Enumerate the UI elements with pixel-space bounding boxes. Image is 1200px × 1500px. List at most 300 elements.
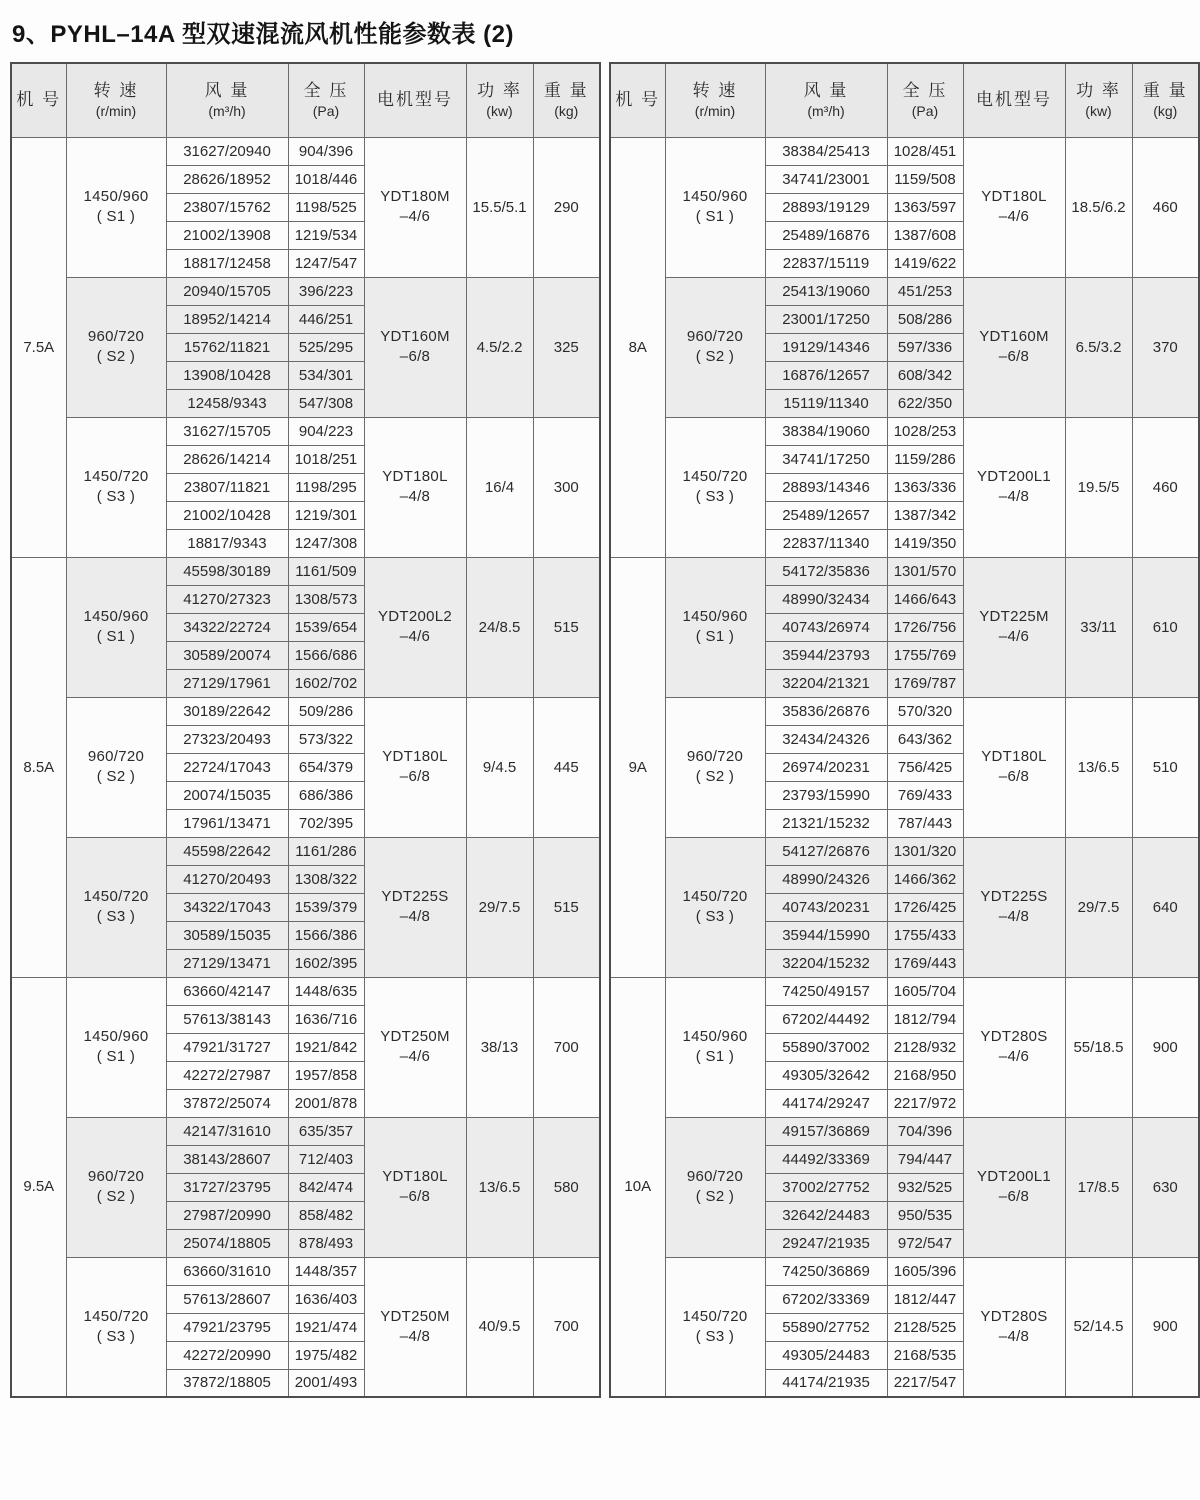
speed-cell-line: ( S2 ) xyxy=(695,1188,735,1205)
motor-cell-line: YDT200L1 xyxy=(976,1168,1052,1186)
pressure-cell: 794/447 xyxy=(887,1145,963,1173)
speed-cell xyxy=(66,1257,166,1397)
pressure-cell: 950/535 xyxy=(887,1201,963,1229)
speed-cell xyxy=(66,837,166,977)
pressure-cell: 769/433 xyxy=(887,781,963,809)
table-row xyxy=(11,417,600,445)
flow-cell: 25489/16876 xyxy=(765,221,887,249)
flow-cell: 32642/24483 xyxy=(765,1201,887,1229)
pressure-cell: 2217/972 xyxy=(887,1089,963,1117)
pressure-cell: 508/286 xyxy=(887,305,963,333)
pressure-cell: 1198/525 xyxy=(288,193,364,221)
flow-cell: 27987/20990 xyxy=(166,1201,288,1229)
power-cell: 38/13 xyxy=(466,977,533,1117)
pressure-cell: 1539/654 xyxy=(288,613,364,641)
speed-cell-line: ( S1 ) xyxy=(695,208,735,225)
column-header xyxy=(765,63,887,137)
machine-cell: 8A xyxy=(610,137,665,557)
motor-cell-line: YDT180L xyxy=(981,188,1047,206)
pressure-cell: 1219/534 xyxy=(288,221,364,249)
weight-cell: 370 xyxy=(1132,277,1199,417)
pressure-cell: 1301/320 xyxy=(887,837,963,865)
pressure-cell: 1018/446 xyxy=(288,165,364,193)
flow-cell: 57613/38143 xyxy=(166,1005,288,1033)
speed-cell xyxy=(66,137,166,277)
power-cell: 19.5/5 xyxy=(1065,417,1132,557)
motor-cell-line: –4/8 xyxy=(998,908,1030,925)
weight-cell: 700 xyxy=(533,1257,600,1397)
pressure-cell: 534/301 xyxy=(288,361,364,389)
motor-cell xyxy=(963,137,1065,277)
speed-cell-line: 1450/720 xyxy=(682,888,748,906)
weight-cell: 700 xyxy=(533,977,600,1117)
motor-cell-line: –6/8 xyxy=(399,1188,431,1205)
speed-cell-line: 960/720 xyxy=(87,1168,145,1186)
motor-cell xyxy=(963,977,1065,1117)
pressure-cell: 1301/570 xyxy=(887,557,963,585)
flow-cell: 22837/15119 xyxy=(765,249,887,277)
flow-cell: 63660/31610 xyxy=(166,1257,288,1285)
speed-cell xyxy=(66,697,166,837)
speed-cell-line: 1450/720 xyxy=(83,468,149,486)
pressure-cell: 1308/322 xyxy=(288,865,364,893)
pressure-cell: 1419/350 xyxy=(887,529,963,557)
flow-cell: 15762/11821 xyxy=(166,333,288,361)
column-header-unit: (m³/h) xyxy=(807,103,845,120)
speed-cell-line: ( S1 ) xyxy=(96,1048,136,1065)
flow-cell: 74250/49157 xyxy=(765,977,887,1005)
flow-cell: 30589/15035 xyxy=(166,921,288,949)
column-header-label: 电机型号 xyxy=(976,90,1052,110)
flow-cell: 37872/25074 xyxy=(166,1089,288,1117)
flow-cell: 35836/26876 xyxy=(765,697,887,725)
flow-cell: 42147/31610 xyxy=(166,1117,288,1145)
weight-cell: 610 xyxy=(1132,557,1199,697)
flow-cell: 45598/22642 xyxy=(166,837,288,865)
pressure-cell: 686/386 xyxy=(288,781,364,809)
motor-cell xyxy=(963,417,1065,557)
motor-cell-line: YDT200L2 xyxy=(377,608,453,626)
column-header xyxy=(166,63,288,137)
speed-cell-line: ( S3 ) xyxy=(695,908,735,925)
pressure-cell: 635/357 xyxy=(288,1117,364,1145)
speed-cell xyxy=(665,557,765,697)
pressure-cell: 1566/686 xyxy=(288,641,364,669)
pressure-cell: 1448/635 xyxy=(288,977,364,1005)
column-header-label: 机 号 xyxy=(16,90,62,110)
speed-cell-line: 1450/960 xyxy=(682,608,748,626)
weight-cell: 640 xyxy=(1132,837,1199,977)
flow-cell: 25413/19060 xyxy=(765,277,887,305)
pressure-cell: 2001/878 xyxy=(288,1089,364,1117)
table-row xyxy=(11,837,600,865)
motor-cell xyxy=(364,837,466,977)
flow-cell: 40743/26974 xyxy=(765,613,887,641)
motor-cell-line: YDT160M xyxy=(979,328,1049,346)
motor-cell-line: YDT225M xyxy=(979,608,1049,626)
motor-cell xyxy=(963,1117,1065,1257)
flow-cell: 35944/15990 xyxy=(765,921,887,949)
pressure-cell: 525/295 xyxy=(288,333,364,361)
pressure-cell: 1769/443 xyxy=(887,949,963,977)
flow-cell: 67202/33369 xyxy=(765,1285,887,1313)
column-header xyxy=(466,63,533,137)
pressure-cell: 1636/403 xyxy=(288,1285,364,1313)
column-header-label: 重 量 xyxy=(1142,81,1188,101)
column-header xyxy=(963,63,1065,137)
speed-cell xyxy=(665,697,765,837)
pressure-cell: 1755/433 xyxy=(887,921,963,949)
speed-cell xyxy=(665,1117,765,1257)
pressure-cell: 842/474 xyxy=(288,1173,364,1201)
pressure-cell: 573/322 xyxy=(288,725,364,753)
flow-cell: 49305/24483 xyxy=(765,1341,887,1369)
pressure-cell: 451/253 xyxy=(887,277,963,305)
flow-cell: 25489/12657 xyxy=(765,501,887,529)
motor-cell xyxy=(364,417,466,557)
pressure-cell: 1605/396 xyxy=(887,1257,963,1285)
flow-cell: 19129/14346 xyxy=(765,333,887,361)
speed-cell-line: ( S2 ) xyxy=(96,348,136,365)
pressure-cell: 756/425 xyxy=(887,753,963,781)
pressure-cell: 597/336 xyxy=(887,333,963,361)
speed-cell xyxy=(665,277,765,417)
weight-cell: 445 xyxy=(533,697,600,837)
flow-cell: 26974/20231 xyxy=(765,753,887,781)
column-header-label: 全 压 xyxy=(303,81,349,101)
motor-cell-line: –4/6 xyxy=(998,628,1030,645)
motor-cell-line: –6/8 xyxy=(998,768,1030,785)
flow-cell: 17961/13471 xyxy=(166,809,288,837)
pressure-cell: 2168/950 xyxy=(887,1061,963,1089)
weight-cell: 900 xyxy=(1132,977,1199,1117)
flow-cell: 48990/24326 xyxy=(765,865,887,893)
weight-cell: 460 xyxy=(1132,417,1199,557)
pressure-cell: 1466/643 xyxy=(887,585,963,613)
pressure-cell: 858/482 xyxy=(288,1201,364,1229)
column-header-unit: (kw) xyxy=(1085,103,1112,120)
flow-cell: 44492/33369 xyxy=(765,1145,887,1173)
motor-cell xyxy=(963,697,1065,837)
flow-cell: 31627/20940 xyxy=(166,137,288,165)
flow-cell: 32204/21321 xyxy=(765,669,887,697)
speed-cell-line: 1450/720 xyxy=(83,1307,149,1325)
fan-spec-table-right xyxy=(609,62,1200,1398)
motor-cell-line: –4/6 xyxy=(998,1048,1030,1065)
power-cell: 18.5/6.2 xyxy=(1065,137,1132,277)
flow-cell: 28626/14214 xyxy=(166,445,288,473)
motor-cell-line: YDT180M xyxy=(380,188,450,206)
speed-cell-line: ( S2 ) xyxy=(695,768,735,785)
flow-cell: 49305/32642 xyxy=(765,1061,887,1089)
speed-cell-line: ( S1 ) xyxy=(695,628,735,645)
flow-cell: 44174/21935 xyxy=(765,1369,887,1397)
flow-cell: 38143/28607 xyxy=(166,1145,288,1173)
column-header-label: 转 速 xyxy=(93,81,139,101)
column-header-label: 重 量 xyxy=(543,81,589,101)
column-header-unit: (r/min) xyxy=(95,103,137,120)
power-cell: 52/14.5 xyxy=(1065,1257,1132,1397)
column-header xyxy=(1132,63,1199,137)
pressure-cell: 608/342 xyxy=(887,361,963,389)
pressure-cell: 1602/702 xyxy=(288,669,364,697)
flow-cell: 55890/27752 xyxy=(765,1313,887,1341)
speed-cell-line: 1450/960 xyxy=(83,1028,149,1046)
speed-cell xyxy=(66,417,166,557)
table-row xyxy=(610,1257,1199,1285)
power-cell: 15.5/5.1 xyxy=(466,137,533,277)
motor-cell-line: –4/6 xyxy=(399,208,431,225)
flow-cell: 44174/29247 xyxy=(765,1089,887,1117)
flow-cell: 41270/20493 xyxy=(166,865,288,893)
flow-cell: 28893/19129 xyxy=(765,193,887,221)
speed-cell xyxy=(665,137,765,277)
pressure-cell: 1419/622 xyxy=(887,249,963,277)
flow-cell: 29247/21935 xyxy=(765,1229,887,1257)
power-cell: 33/11 xyxy=(1065,557,1132,697)
pressure-cell: 1921/474 xyxy=(288,1313,364,1341)
pressure-cell: 622/350 xyxy=(887,389,963,417)
column-header-unit: (Pa) xyxy=(911,103,939,120)
flow-cell: 16876/12657 xyxy=(765,361,887,389)
table-row xyxy=(610,557,1199,585)
flow-cell: 12458/9343 xyxy=(166,389,288,417)
table-row xyxy=(610,1117,1199,1145)
flow-cell: 57613/28607 xyxy=(166,1285,288,1313)
pressure-cell: 1921/842 xyxy=(288,1033,364,1061)
speed-cell-line: 960/720 xyxy=(686,748,744,766)
column-header-label: 全 压 xyxy=(902,81,948,101)
pressure-cell: 1363/597 xyxy=(887,193,963,221)
speed-cell-line: ( S1 ) xyxy=(96,628,136,645)
motor-cell-line: YDT180L xyxy=(382,468,448,486)
power-cell: 17/8.5 xyxy=(1065,1117,1132,1257)
column-header xyxy=(364,63,466,137)
weight-cell: 900 xyxy=(1132,1257,1199,1397)
speed-cell-line: ( S1 ) xyxy=(96,208,136,225)
column-header-unit: (r/min) xyxy=(694,103,736,120)
flow-cell: 37872/18805 xyxy=(166,1369,288,1397)
speed-cell-line: ( S3 ) xyxy=(695,488,735,505)
flow-cell: 21321/15232 xyxy=(765,809,887,837)
flow-cell: 22837/11340 xyxy=(765,529,887,557)
tables-container xyxy=(10,62,1200,1398)
flow-cell: 54127/26876 xyxy=(765,837,887,865)
column-header-label: 功 率 xyxy=(477,81,522,101)
speed-cell-line: 960/720 xyxy=(686,328,744,346)
column-header-label: 功 率 xyxy=(1076,81,1121,101)
speed-cell xyxy=(66,277,166,417)
column-header-unit: (kg) xyxy=(554,103,579,120)
machine-cell: 9.5A xyxy=(11,977,66,1397)
pressure-cell: 1539/379 xyxy=(288,893,364,921)
pressure-cell: 2168/535 xyxy=(887,1341,963,1369)
speed-cell xyxy=(66,1117,166,1257)
flow-cell: 23793/15990 xyxy=(765,781,887,809)
speed-cell-line: ( S3 ) xyxy=(695,1327,735,1345)
power-cell: 24/8.5 xyxy=(466,557,533,697)
speed-cell-line: 1450/960 xyxy=(83,188,149,206)
pressure-cell: 904/396 xyxy=(288,137,364,165)
speed-cell-line: 1450/960 xyxy=(682,1028,748,1046)
motor-cell-line: YDT160M xyxy=(380,328,450,346)
flow-cell: 48990/32434 xyxy=(765,585,887,613)
flow-cell: 18952/14214 xyxy=(166,305,288,333)
weight-cell: 515 xyxy=(533,557,600,697)
power-cell: 13/6.5 xyxy=(466,1117,533,1257)
motor-cell-line: YDT180L xyxy=(981,748,1047,766)
flow-cell: 18817/12458 xyxy=(166,249,288,277)
column-header xyxy=(1065,63,1132,137)
pressure-cell: 1308/573 xyxy=(288,585,364,613)
motor-cell xyxy=(364,977,466,1117)
motor-cell-line: YDT280S xyxy=(980,1307,1048,1325)
weight-cell: 510 xyxy=(1132,697,1199,837)
power-cell: 55/18.5 xyxy=(1065,977,1132,1117)
weight-cell: 515 xyxy=(533,837,600,977)
speed-cell-line: 1450/960 xyxy=(83,608,149,626)
power-cell: 13/6.5 xyxy=(1065,697,1132,837)
machine-cell: 7.5A xyxy=(11,137,66,557)
motor-cell-line: –4/8 xyxy=(399,908,431,925)
flow-cell: 28626/18952 xyxy=(166,165,288,193)
pressure-cell: 509/286 xyxy=(288,697,364,725)
motor-cell xyxy=(364,137,466,277)
column-header xyxy=(887,63,963,137)
motor-cell-line: YDT250M xyxy=(380,1307,450,1325)
power-cell: 29/7.5 xyxy=(466,837,533,977)
speed-cell-line: ( S3 ) xyxy=(96,488,136,505)
power-cell: 40/9.5 xyxy=(466,1257,533,1397)
flow-cell: 40743/20231 xyxy=(765,893,887,921)
motor-cell-line: –6/8 xyxy=(399,348,431,365)
table-row xyxy=(610,277,1199,305)
pressure-cell: 570/320 xyxy=(887,697,963,725)
pressure-cell: 1247/308 xyxy=(288,529,364,557)
column-header xyxy=(288,63,364,137)
motor-cell-line: YDT180L xyxy=(382,1168,448,1186)
flow-cell: 23807/11821 xyxy=(166,473,288,501)
table-row xyxy=(11,1257,600,1285)
motor-cell xyxy=(963,1257,1065,1397)
column-header-unit: (Pa) xyxy=(312,103,340,120)
pressure-cell: 446/251 xyxy=(288,305,364,333)
column-header-label: 风 量 xyxy=(204,81,250,101)
motor-cell xyxy=(364,277,466,417)
power-cell: 6.5/3.2 xyxy=(1065,277,1132,417)
column-header xyxy=(11,63,66,137)
table-row xyxy=(610,137,1199,165)
pressure-cell: 643/362 xyxy=(887,725,963,753)
pressure-cell: 1636/716 xyxy=(288,1005,364,1033)
pressure-cell: 396/223 xyxy=(288,277,364,305)
speed-cell xyxy=(665,977,765,1117)
motor-cell-line: YDT180L xyxy=(382,748,448,766)
flow-cell: 23807/15762 xyxy=(166,193,288,221)
flow-cell: 34741/23001 xyxy=(765,165,887,193)
motor-cell-line: –4/6 xyxy=(998,208,1030,225)
speed-cell-line: 1450/720 xyxy=(83,888,149,906)
flow-cell: 32204/15232 xyxy=(765,949,887,977)
motor-cell-line: –6/8 xyxy=(399,768,431,785)
flow-cell: 42272/20990 xyxy=(166,1341,288,1369)
motor-cell-line: –4/6 xyxy=(399,1048,431,1065)
flow-cell: 31627/15705 xyxy=(166,417,288,445)
pressure-cell: 1198/295 xyxy=(288,473,364,501)
flow-cell: 21002/10428 xyxy=(166,501,288,529)
speed-cell-line: 960/720 xyxy=(686,1168,744,1186)
machine-cell: 10A xyxy=(610,977,665,1397)
pressure-cell: 1159/508 xyxy=(887,165,963,193)
flow-cell: 20074/15035 xyxy=(166,781,288,809)
pressure-cell: 1018/251 xyxy=(288,445,364,473)
speed-cell xyxy=(665,417,765,557)
column-header xyxy=(665,63,765,137)
speed-cell-line: 1450/720 xyxy=(682,1307,748,1325)
flow-cell: 21002/13908 xyxy=(166,221,288,249)
speed-cell-line: ( S1 ) xyxy=(695,1048,735,1065)
flow-cell: 22724/17043 xyxy=(166,753,288,781)
flow-cell: 67202/44492 xyxy=(765,1005,887,1033)
speed-cell-line: 1450/960 xyxy=(682,188,748,206)
pressure-cell: 712/403 xyxy=(288,1145,364,1173)
pressure-cell: 654/379 xyxy=(288,753,364,781)
flow-cell: 30589/20074 xyxy=(166,641,288,669)
pressure-cell: 2128/932 xyxy=(887,1033,963,1061)
motor-cell-line: YDT225S xyxy=(381,888,449,906)
pressure-cell: 1726/756 xyxy=(887,613,963,641)
table-row xyxy=(610,697,1199,725)
table-row xyxy=(11,1117,600,1145)
machine-cell: 9A xyxy=(610,557,665,977)
pressure-cell: 2128/525 xyxy=(887,1313,963,1341)
power-cell: 4.5/2.2 xyxy=(466,277,533,417)
flow-cell: 34322/17043 xyxy=(166,893,288,921)
motor-cell xyxy=(364,1117,466,1257)
column-header-label: 机 号 xyxy=(615,90,661,110)
motor-cell xyxy=(364,1257,466,1397)
table-row xyxy=(610,837,1199,865)
weight-cell: 630 xyxy=(1132,1117,1199,1257)
motor-cell xyxy=(963,277,1065,417)
table-row xyxy=(11,697,600,725)
speed-cell xyxy=(665,837,765,977)
pressure-cell: 1448/357 xyxy=(288,1257,364,1285)
pressure-cell: 1975/482 xyxy=(288,1341,364,1369)
motor-cell-line: YDT280S xyxy=(980,1028,1048,1046)
weight-cell: 325 xyxy=(533,277,600,417)
flow-cell: 27129/13471 xyxy=(166,949,288,977)
pressure-cell: 878/493 xyxy=(288,1229,364,1257)
pressure-cell: 1602/395 xyxy=(288,949,364,977)
flow-cell: 28893/14346 xyxy=(765,473,887,501)
flow-cell: 23001/17250 xyxy=(765,305,887,333)
power-cell: 16/4 xyxy=(466,417,533,557)
weight-cell: 300 xyxy=(533,417,600,557)
weight-cell: 460 xyxy=(1132,137,1199,277)
motor-cell xyxy=(364,697,466,837)
flow-cell: 49157/36869 xyxy=(765,1117,887,1145)
pressure-cell: 1769/787 xyxy=(887,669,963,697)
pressure-cell: 2217/547 xyxy=(887,1369,963,1397)
pressure-cell: 1812/447 xyxy=(887,1285,963,1313)
table-row xyxy=(11,557,600,585)
flow-cell: 18817/9343 xyxy=(166,529,288,557)
motor-cell-line: –4/8 xyxy=(998,488,1030,505)
column-header-label: 电机型号 xyxy=(377,90,453,110)
motor-cell-line: –6/8 xyxy=(998,1188,1030,1205)
column-header-unit: (kw) xyxy=(486,103,513,120)
